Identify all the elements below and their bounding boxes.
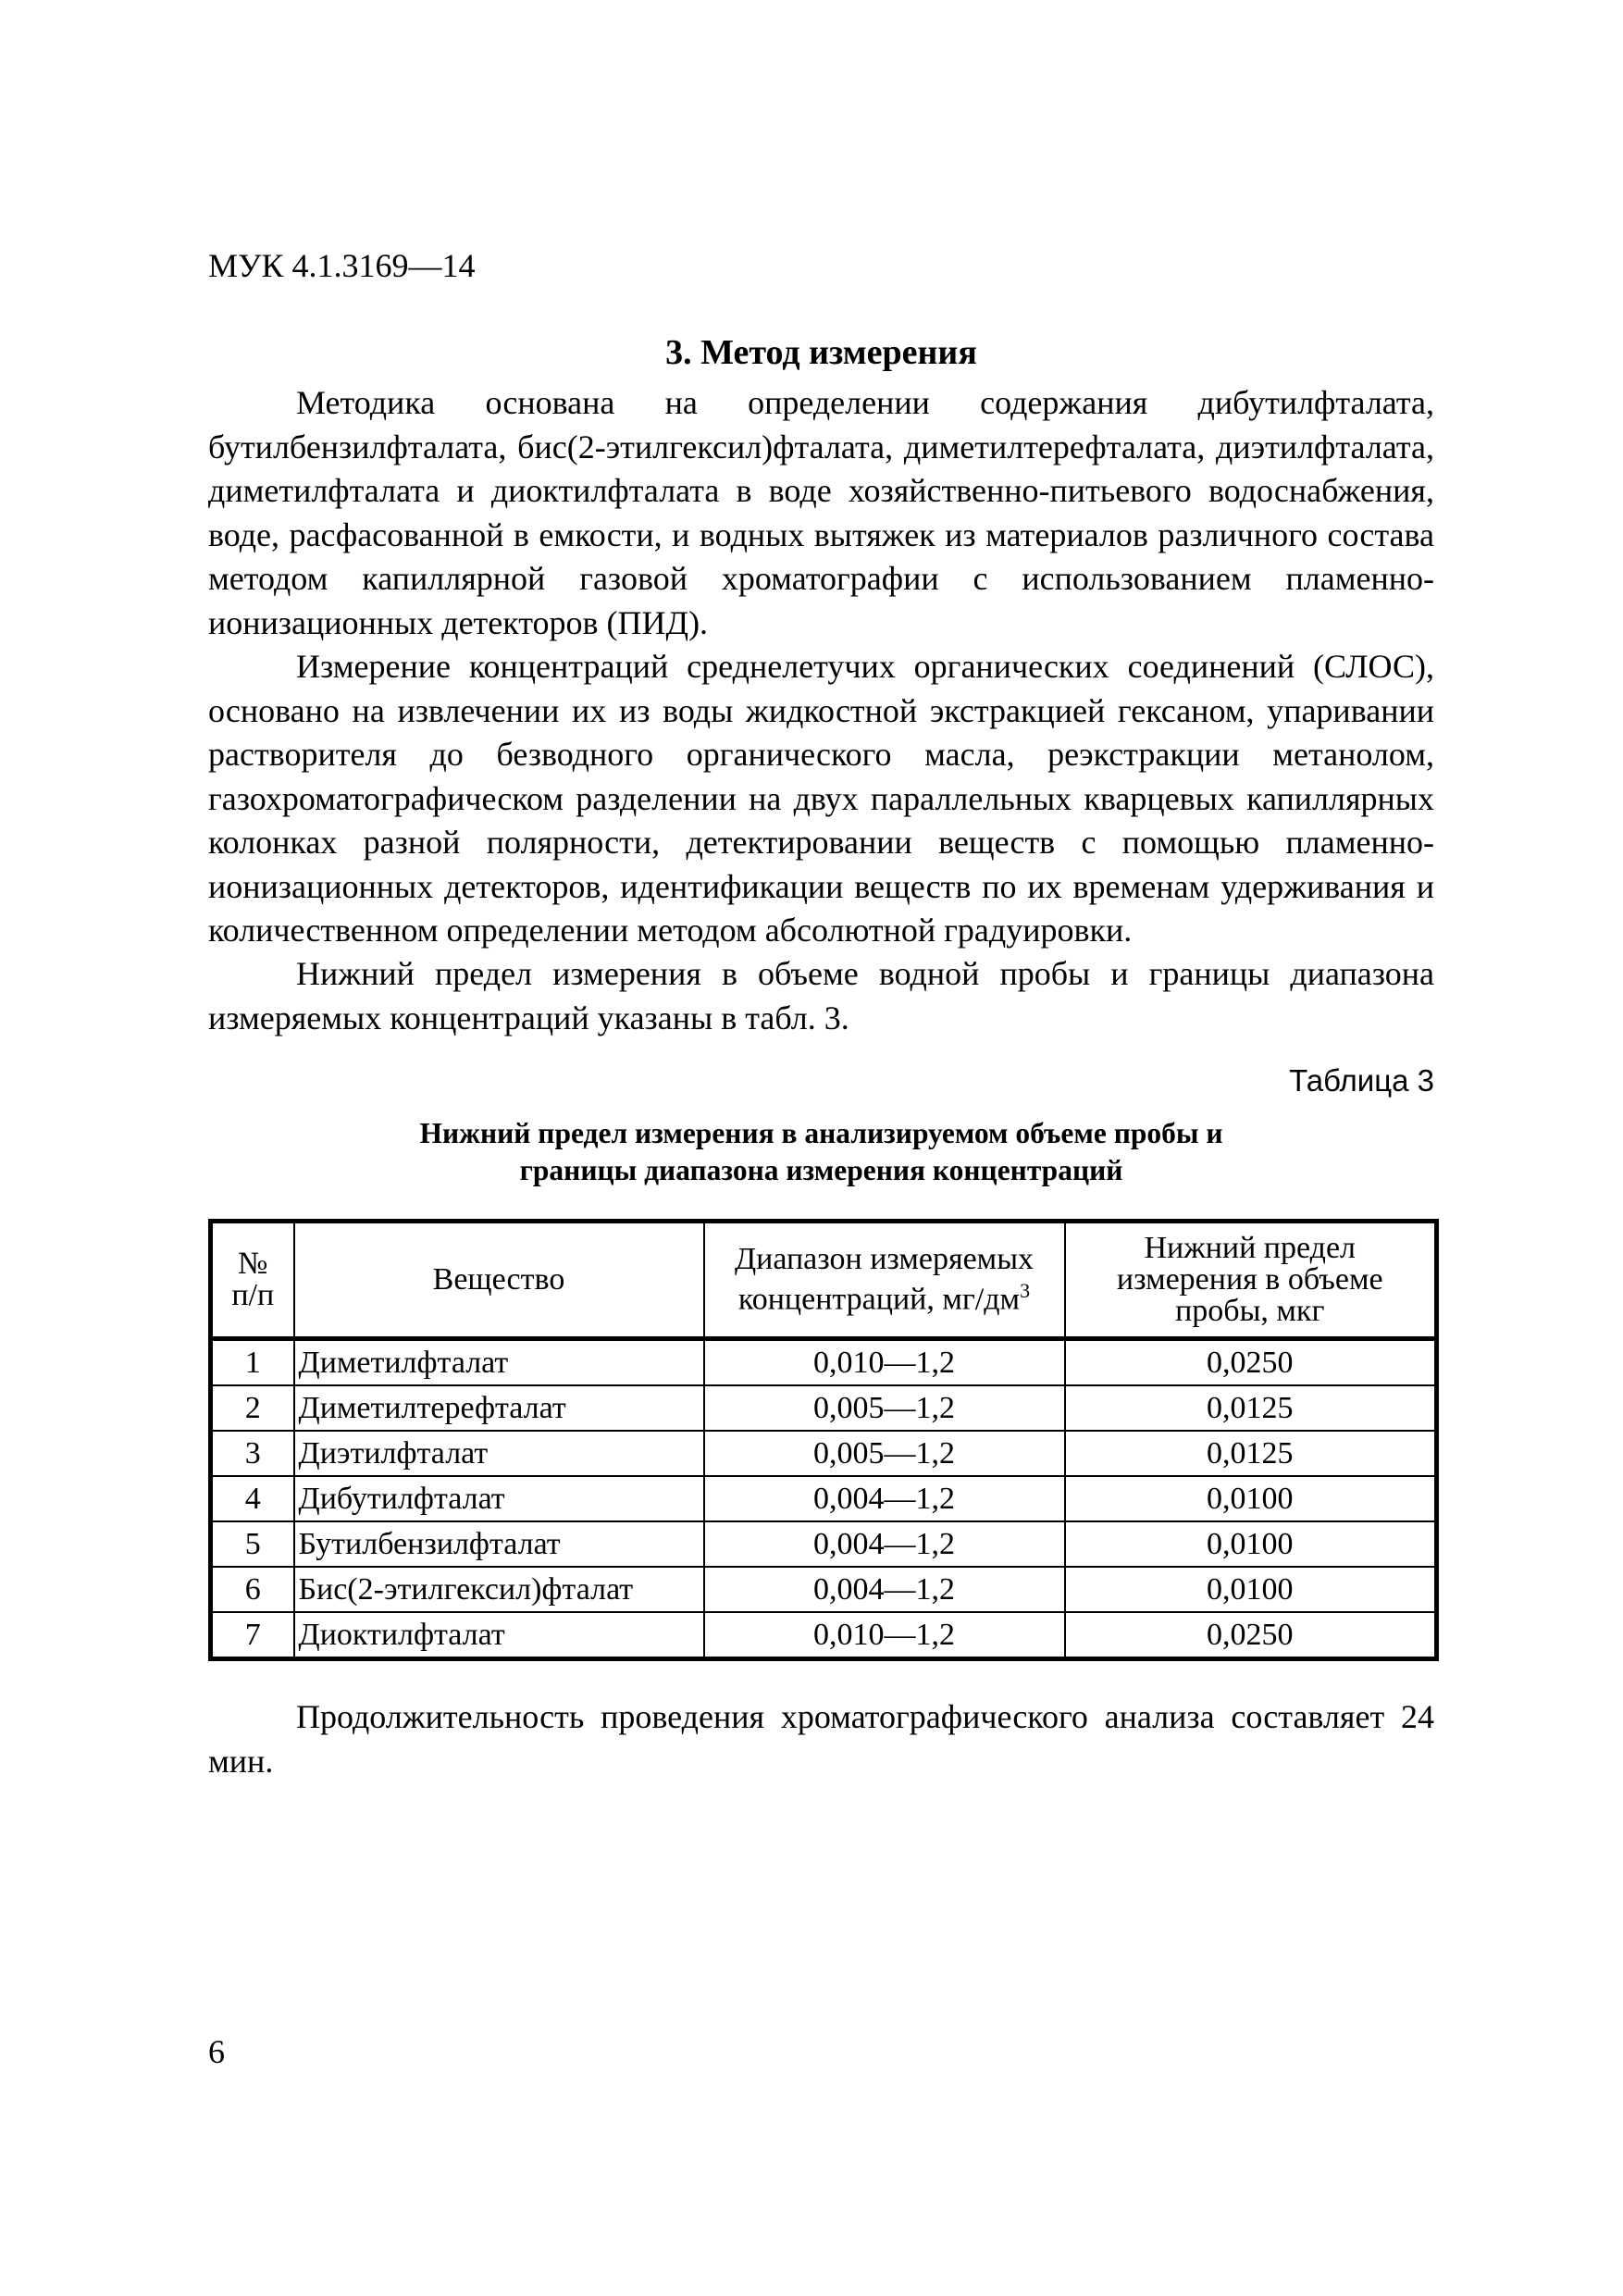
header-limit-line-1: Нижний предел bbox=[1144, 1231, 1357, 1265]
cell-limit: 0,0250 bbox=[1065, 1339, 1437, 1386]
cell-substance: Бис(2-этилгексил)фталат bbox=[294, 1567, 704, 1612]
header-limit bbox=[1065, 1222, 1437, 1339]
cell-limit: 0,0250 bbox=[1065, 1612, 1437, 1659]
header-range-line-2: концентраций, мг/дм bbox=[737, 1282, 1021, 1317]
header-range-superscript: 3 bbox=[1020, 1279, 1031, 1303]
header-range bbox=[704, 1222, 1065, 1339]
table-header-row bbox=[211, 1222, 1437, 1339]
running-header: МУК 4.1.3169—14 bbox=[208, 247, 476, 284]
table-label: Таблица 3 bbox=[1289, 1063, 1434, 1098]
cell-range: 0,004—1,2 bbox=[704, 1521, 1065, 1567]
table-row bbox=[211, 1339, 1437, 1386]
cell-num: 4 bbox=[211, 1476, 294, 1521]
data-table bbox=[208, 1219, 1439, 1661]
cell-substance: Диметилфталат bbox=[294, 1339, 704, 1386]
cell-range: 0,010—1,2 bbox=[704, 1339, 1065, 1386]
cell-range: 0,010—1,2 bbox=[704, 1612, 1065, 1659]
cell-limit: 0,0125 bbox=[1065, 1385, 1437, 1431]
table-row bbox=[211, 1567, 1437, 1612]
table-row bbox=[211, 1521, 1437, 1567]
header-limit-line-3: пробы, мкг bbox=[1175, 1294, 1325, 1328]
cell-range: 0,004—1,2 bbox=[704, 1567, 1065, 1612]
cell-range: 0,005—1,2 bbox=[704, 1385, 1065, 1431]
section-title: 3. Метод измерения bbox=[665, 333, 977, 372]
header-num bbox=[211, 1222, 294, 1339]
cell-limit: 0,0100 bbox=[1065, 1567, 1437, 1612]
cell-range: 0,004—1,2 bbox=[704, 1476, 1065, 1521]
table-row bbox=[211, 1612, 1437, 1659]
paragraph-duration: Продолжительность проведения хроматографического анализа составляет 24 мин. bbox=[208, 1698, 1434, 1780]
cell-substance: Диэтилфталат bbox=[294, 1431, 704, 1476]
cell-substance: Бутилбензилфталат bbox=[294, 1521, 704, 1567]
cell-num: 2 bbox=[211, 1385, 294, 1431]
table-caption-line-1: Нижний предел измерения в анализируемом объеме пробы и bbox=[419, 1117, 1223, 1149]
cell-limit: 0,0100 bbox=[1065, 1521, 1437, 1567]
paragraph-measurement: Измерение концентраций среднелетучих органических соединений (СЛОС), основано на извлечении их из воды жидкостной экстракцией гексаном, упаривании растворителя до безводного органического масла, реэкстракции метанолом, газохроматографическом разделении на двух параллельных кварцевых капиллярных колонках разной полярности, детектировании веществ с помощью пламенно-ионизационных детекторов, идентификации веществ по их временам удерживания и количественном определении методом абсолютной градуировки. bbox=[208, 648, 1434, 949]
cell-limit: 0,0125 bbox=[1065, 1431, 1437, 1476]
cell-num: 5 bbox=[211, 1521, 294, 1567]
cell-num: 6 bbox=[211, 1567, 294, 1612]
table-row bbox=[211, 1476, 1437, 1521]
header-limit-line-2: измерения в объеме bbox=[1116, 1262, 1383, 1297]
table-row bbox=[211, 1385, 1437, 1431]
cell-limit: 0,0100 bbox=[1065, 1476, 1437, 1521]
cell-substance: Диметилтерефталат bbox=[294, 1385, 704, 1431]
table-caption-line-2: границы диапазона измерения концентраций bbox=[519, 1154, 1123, 1186]
header-range-line-1: Диапазон измеряемых bbox=[734, 1242, 1035, 1277]
paragraph-method: Методика основана на определении содержания дибутилфталата, бутилбензилфталата, бис(2-этилгексил)фталата, диметилтерефталата, диэтилфталата, диметилфталата и диоктилфталата в воде хозяйственно-питьевого водоснабжения, воде, расфасованной в емкости, и водных вытяжек из материалов различного состава методом капиллярной газовой хроматографии с использованием пламенно-ионизационных детекторов (ПИД). bbox=[208, 384, 1434, 641]
cell-range: 0,005—1,2 bbox=[704, 1431, 1065, 1476]
table-row bbox=[211, 1431, 1437, 1476]
cell-substance: Диоктилфталат bbox=[294, 1612, 704, 1659]
table-caption bbox=[208, 1115, 1434, 1189]
cell-num: 7 bbox=[211, 1612, 294, 1659]
cell-substance: Дибутилфталат bbox=[294, 1476, 704, 1521]
header-substance: Вещество bbox=[294, 1222, 704, 1339]
page-number: 6 bbox=[208, 2033, 225, 2070]
cell-num: 3 bbox=[211, 1431, 294, 1476]
paragraph-limits: Нижний предел измерения в объеме водной пробы и границы диапазона измеряемых концентраций указаны в табл. 3. bbox=[208, 955, 1434, 1036]
header-num-line-2: п/п bbox=[231, 1278, 275, 1312]
header-num-line-1: № bbox=[238, 1247, 268, 1281]
cell-num: 1 bbox=[211, 1339, 294, 1386]
